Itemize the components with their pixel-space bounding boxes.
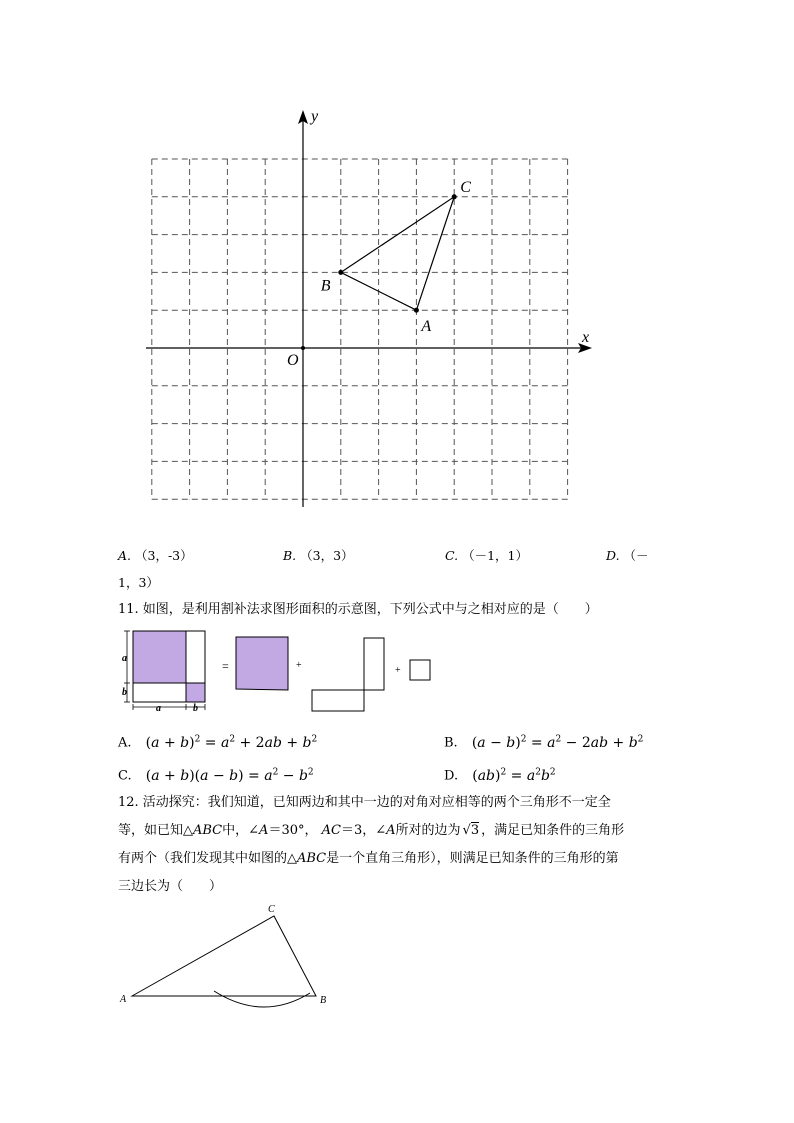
q11-option-c[interactable] <box>118 762 314 787</box>
q12-line-2 <box>118 821 624 841</box>
sqrt3-formula: √3 <box>462 823 480 838</box>
triangle-outline <box>132 916 316 996</box>
label-b-bottom: b <box>193 703 198 714</box>
purple-square <box>236 637 288 690</box>
small-square <box>410 660 430 680</box>
option-b-letter: B. <box>283 548 297 563</box>
q11-option-b-formula: $(a - b)^2 = a^2 - 2ab + b^2$ <box>471 734 644 751</box>
label-a: A <box>120 994 127 1005</box>
l-shape <box>312 638 384 711</box>
q11-option-d-formula: $(ab)^2 = a^2b^2$ <box>472 767 556 784</box>
q12-text: 是一个直角三角形），则满足已知条件的三角形的第 <box>326 851 619 866</box>
point-b <box>338 270 343 275</box>
origin-label: O <box>287 352 299 369</box>
q11-option-d-letter: D. <box>444 768 459 784</box>
point-label-a: A <box>421 318 432 336</box>
q11-option-d[interactable] <box>444 762 556 787</box>
option-d-text: （－ <box>623 548 649 563</box>
q12-text: 有两个（我们发现其中如图的△ <box>118 851 297 866</box>
q11-option-c-formula: $(a + b)(a - b) = a^2 - b^2$ <box>145 767 314 784</box>
q12-triangle-name: ABC <box>193 823 223 838</box>
y-axis <box>298 110 308 507</box>
label-b-side: b <box>122 687 127 698</box>
origin-point <box>301 346 305 350</box>
coordinate-grid-figure <box>0 0 794 530</box>
triangle-abc <box>321 179 471 335</box>
q11-option-b-letter: B. <box>444 735 458 751</box>
arc <box>214 991 310 1007</box>
q12-text: 所对的边为 <box>395 823 461 838</box>
q11-stem: 11. 如图，是利用割补法求图形面积的示意图，下列公式中与之相对应的是（ ） <box>118 602 598 617</box>
option-a-text: （3，-3） <box>135 548 193 563</box>
option-c-letter: C. <box>445 548 459 563</box>
q12-text: 中，∠ <box>222 823 260 838</box>
triangle-abc-figure <box>0 895 794 1025</box>
point-label-c: C <box>460 178 471 196</box>
q12-line-1: 12. 活动探究：我们知道，已知两边和其中一边的对角对应相等的两个三角形不一定全 <box>118 795 611 810</box>
label-a-side: a <box>122 653 127 664</box>
dashed-grid <box>152 159 568 499</box>
triangle-outline <box>341 197 454 310</box>
option-a[interactable] <box>118 546 193 566</box>
equals-sign: = <box>222 659 229 673</box>
option-c[interactable] <box>445 546 528 566</box>
point-label-b: B <box>320 277 331 295</box>
point-c <box>452 194 457 199</box>
big-square <box>133 631 205 702</box>
plus-sign-2: + <box>395 665 401 676</box>
option-c-text: （－1，1） <box>462 548 528 563</box>
q11-option-c-letter: C. <box>118 768 132 784</box>
x-axis-label: x <box>582 329 590 346</box>
q11-option-a[interactable] <box>118 729 317 754</box>
q12-side-ac: AC <box>321 823 341 838</box>
q12-line-4: 三边长为（ ） <box>118 879 223 894</box>
q12-triangle-name: ABC <box>297 851 327 866</box>
plus-sign-1: + <box>296 660 302 671</box>
q12-text: ，满足已知条件的三角形 <box>481 823 625 838</box>
option-d[interactable] <box>606 546 649 566</box>
y-axis-label: y <box>311 108 319 125</box>
label-b: B <box>320 995 327 1006</box>
option-b-text: （3，3） <box>300 548 354 563</box>
option-b[interactable] <box>283 546 354 566</box>
q12-text: 等，如已知△ <box>118 823 193 838</box>
q11-option-a-formula: $(a + b)^2 = a^2 + 2ab + b^2$ <box>145 734 318 751</box>
q12-text: ＝30°， <box>268 823 322 838</box>
point-a <box>414 308 419 313</box>
q12-angle-a: A <box>386 823 396 838</box>
label-a-bottom: a <box>156 703 161 714</box>
q12-angle-a: A <box>259 823 269 838</box>
q11-option-a-letter: A. <box>118 735 132 751</box>
option-a-letter: A. <box>118 548 132 563</box>
q12-text: ＝3，∠ <box>340 823 387 838</box>
q12-line-3 <box>118 849 619 869</box>
cut-paste-area-figure <box>0 620 794 720</box>
q11-option-b[interactable] <box>444 729 643 754</box>
option-d-wrap: 1，3） <box>118 575 159 590</box>
label-c: C <box>268 904 275 915</box>
option-d-letter: D. <box>606 548 620 563</box>
x-axis <box>146 343 592 353</box>
